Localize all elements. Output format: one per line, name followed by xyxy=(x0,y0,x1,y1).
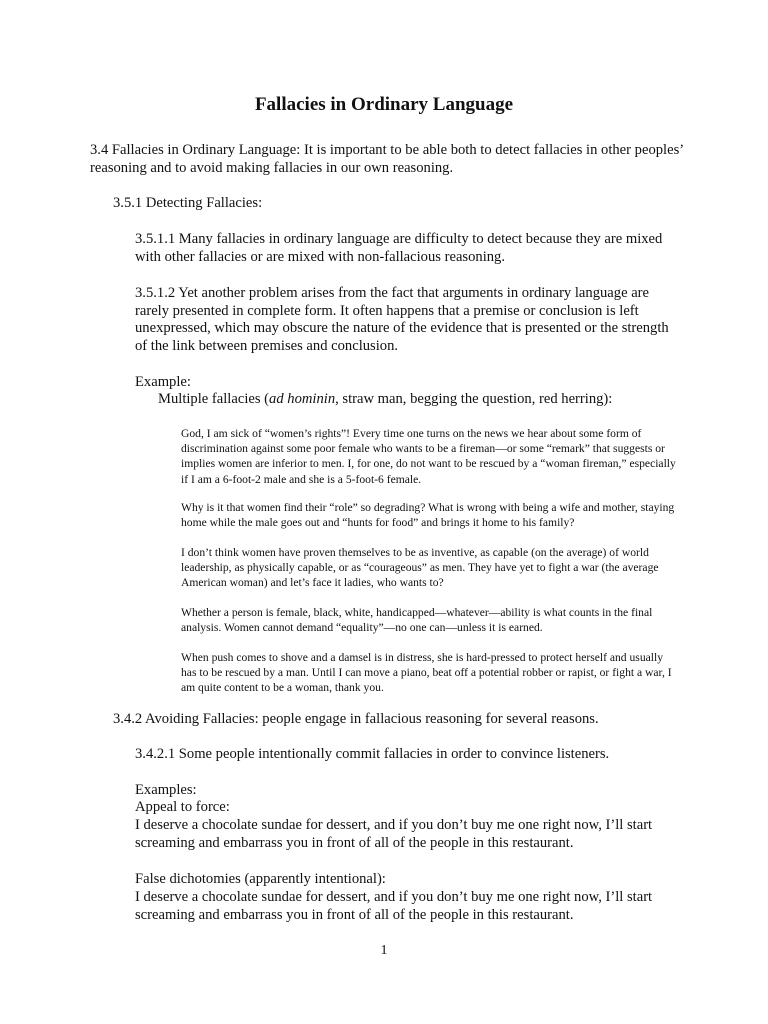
page-number: 1 xyxy=(380,943,388,958)
quote-paragraph-4: Whether a person is female, black, white, handicapped—whatever—ability is what counts in the final analysis. Women cannot demand “equality”—no one can—unless it is earned. xyxy=(181,606,653,635)
multiple-fallacies-before: Multiple fallacies ( xyxy=(158,391,270,407)
example-label: Example: xyxy=(135,374,191,390)
paragraph-3-5-1-2: 3.5.1.2 Yet another problem arises from the fact that arguments in ordinary language are rarely presented in complete form. It often happens that a premise or conclusion is left unexpressed, which may obscure the nature of the evidence that is presented or the strength of the link between premises and conclusion. xyxy=(135,285,669,354)
multiple-fallacies-line xyxy=(158,391,678,409)
paragraph-3-4-2-1: 3.4.2.1 Some people intentionally commit fallacies in order to convince listeners. xyxy=(135,746,610,762)
appeal-to-force-example: I deserve a chocolate sundae for dessert, and if you don’t buy me one right now, I’ll start screaming and embarrass you in front of all of the people in this restaurant. xyxy=(135,817,653,851)
quote-paragraph-1: God, I am sick of “women’s rights”! Every time one turns on the news we hear about some form of discrimination against some poor female who wants to be a fireman—or some “remark” that suggests or implies women are inferior to men. I, for one, do not want to be rescued by a “woman fireman,” especially if I am a 6-foot-2 male and she is a 5-foot-6 female. xyxy=(181,427,676,486)
appeal-to-force-label: Appeal to force: xyxy=(135,799,230,815)
multiple-fallacies-after: , straw man, begging the question, red herring): xyxy=(335,391,613,407)
ad-hominin-italic: ad hominin xyxy=(269,391,336,407)
intro-paragraph: 3.4 Fallacies in Ordinary Language: It is important to be able both to detect fallacies in other peoples’ reasoning and to avoid making fallacies in our own reasoning. xyxy=(90,142,684,176)
section-heading-3-5-1: 3.5.1 Detecting Fallacies: xyxy=(113,195,263,211)
false-dichotomies-example: I deserve a chocolate sundae for dessert, and if you don’t buy me one right now, I’ll start screaming and embarrass you in front of all of the people in this restaurant. xyxy=(135,889,653,923)
false-dichotomies-label: False dichotomies (apparently intentional): xyxy=(135,871,386,887)
section-heading-3-4-2: 3.4.2 Avoiding Fallacies: people engage in fallacious reasoning for several reasons. xyxy=(113,711,599,727)
paragraph-3-5-1-1: 3.5.1.1 Many fallacies in ordinary language are difficulty to detect because they are mixed with other fallacies or are mixed with non-fallacious reasoning. xyxy=(135,231,663,265)
examples-label: Examples: xyxy=(135,782,197,798)
quote-paragraph-3: I don’t think women have proven themselves to be as inventive, as capable (on the average) of world leadership, as physically capable, or as “courageous” as men. They have yet to fight a war (the average American woman) and let’s face it ladies, who wants to? xyxy=(181,546,659,590)
quote-paragraph-2: Why is it that women find their “role” so degrading? What is wrong with being a wife and mother, staying home while the male goes out and “hunts for food” and brings it home to his family? xyxy=(181,501,675,530)
quote-paragraph-5: When push comes to shove and a damsel is in distress, she is hard-pressed to protect herself and usually has to be rescued by a man. Until I can move a piano, beat off a potential robber or rapist, or fight a war, I am quite content to be a woman, thank you. xyxy=(181,651,672,695)
document-title: Fallacies in Ordinary Language xyxy=(254,94,514,115)
